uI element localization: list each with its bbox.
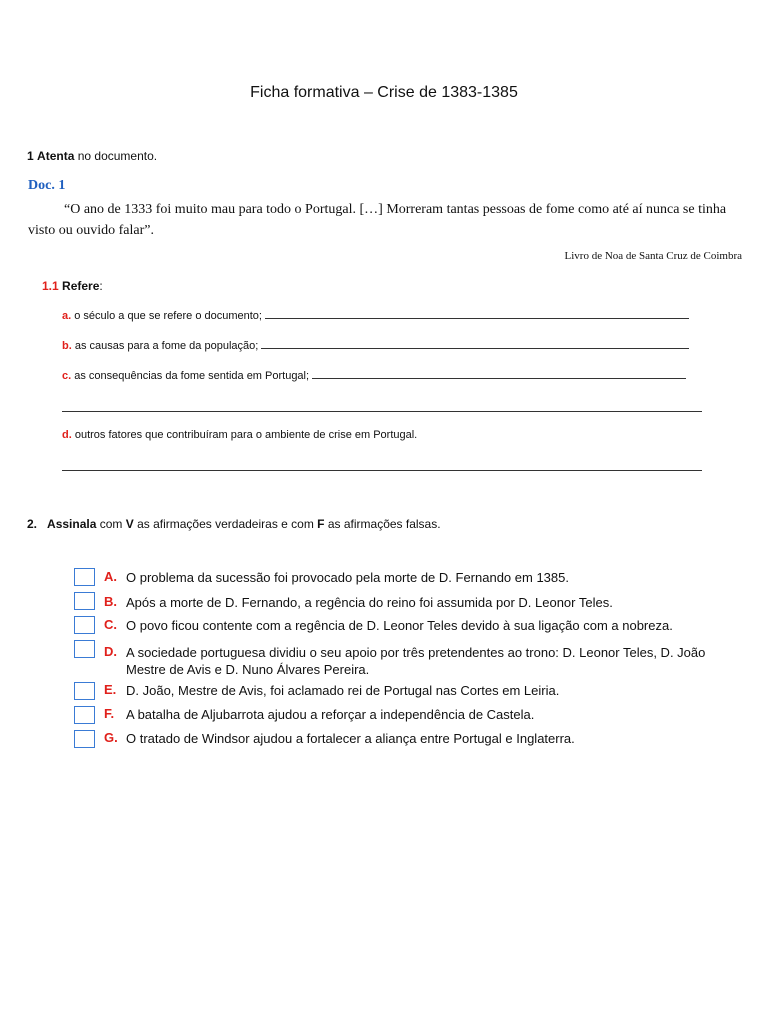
checkbox-d[interactable] [74,640,95,658]
item-c-text: as consequências da fome sentida em Portugal; [71,370,313,382]
statement-d-text: A sociedade portuguesa dividiu o seu apoio por três pretendentes ao trono: D. Leonor Teles, D. João Mestre de Avis e D. Nuno Álvares Pereira. [126,645,706,677]
checkbox-g[interactable] [74,730,95,748]
item-d-text: outros fatores que contribuíram para o ambiente de crise em Portugal. [71,429,418,441]
item-b [62,339,689,352]
question-2-part3: as afirmações falsas. [324,517,441,531]
statement-e-text: D. João, Mestre de Avis, foi aclamado rei de Portugal nas Cortes em Leiria. [126,683,560,698]
question-1-instruction [27,149,157,163]
question-2-f: F [317,517,325,531]
checkbox-e[interactable] [74,682,95,700]
item-b-answer-line[interactable] [261,339,689,349]
question-2-number: 2. [27,517,38,531]
item-c-answer-line-2[interactable] [62,411,702,412]
item-a-answer-line[interactable] [265,309,689,319]
item-d [62,429,417,441]
statement-d-letter: D. [104,644,117,659]
statement-a-letter: A. [104,569,117,584]
doc-source: Livro de Noa de Santa Cruz de Coimbra [564,250,742,262]
item-c-answer-line[interactable] [312,369,686,379]
checkbox-b[interactable] [74,592,95,610]
statement-f-text: A batalha de Aljubarrota ajudou a reforçar a independência de Castela. [126,707,535,722]
question-2-v: V [125,517,134,531]
page-title: Ficha formativa – Crise de 1383-1385 [250,84,518,101]
checkbox-c[interactable] [74,616,95,634]
question-1-number: 1 [27,149,34,163]
statement-a-text: O problema da sucessão foi provocado pela morte de D. Fernando em 1385. [126,570,569,585]
question-2-part2: as afirmações verdadeiras e com [133,517,318,531]
item-c [62,369,686,382]
doc-label: Doc. 1 [28,178,66,193]
item-d-letter: d. [62,429,72,441]
item-a-letter: a. [62,310,72,322]
question-1-verb: Atenta [37,149,75,163]
checkbox-f[interactable] [74,706,95,724]
question-2-part1: com [96,517,126,531]
statement-c-letter: C. [104,617,117,632]
subquestion-1-1-colon: : [99,279,103,293]
statement-b-text: Após a morte de D. Fernando, a regência do reino foi assumida por D. Leonor Teles. [126,595,613,610]
question-2-instruction [27,517,441,531]
statement-g-text: O tratado de Windsor ajudou a fortalecer a aliança entre Portugal e Inglaterra. [126,731,575,746]
item-d-answer-line[interactable] [62,470,702,471]
statement-b-letter: B. [104,594,117,609]
subquestion-1-1-number: 1.1 [42,279,59,293]
statement-c-text: O povo ficou contente com a regência de D. Leonor Teles devido à sua ligação com a nobreza. [126,618,673,633]
statement-e-letter: E. [104,682,117,697]
item-b-letter: b. [62,340,72,352]
item-c-letter: c. [62,370,72,382]
item-a-text: o século a que se refere o documento; [71,310,266,322]
item-b-text: as causas para a fome da população; [71,340,262,352]
subquestion-1-1 [42,279,103,293]
item-a [62,309,689,322]
checkbox-a[interactable] [74,568,95,586]
doc-quote: “O ano de 1333 foi muito mau para todo o Portugal. […] Morreram tantas pessoas de fome como até aí nunca se tinha visto ou ouvido falar”. [28,202,727,238]
question-2-verb: Assinala [47,517,97,531]
question-1-rest: no documento. [74,149,158,163]
statement-g-letter: G. [104,730,118,745]
subquestion-1-1-verb: Refere [62,279,100,293]
statement-f-letter: F. [104,706,115,721]
